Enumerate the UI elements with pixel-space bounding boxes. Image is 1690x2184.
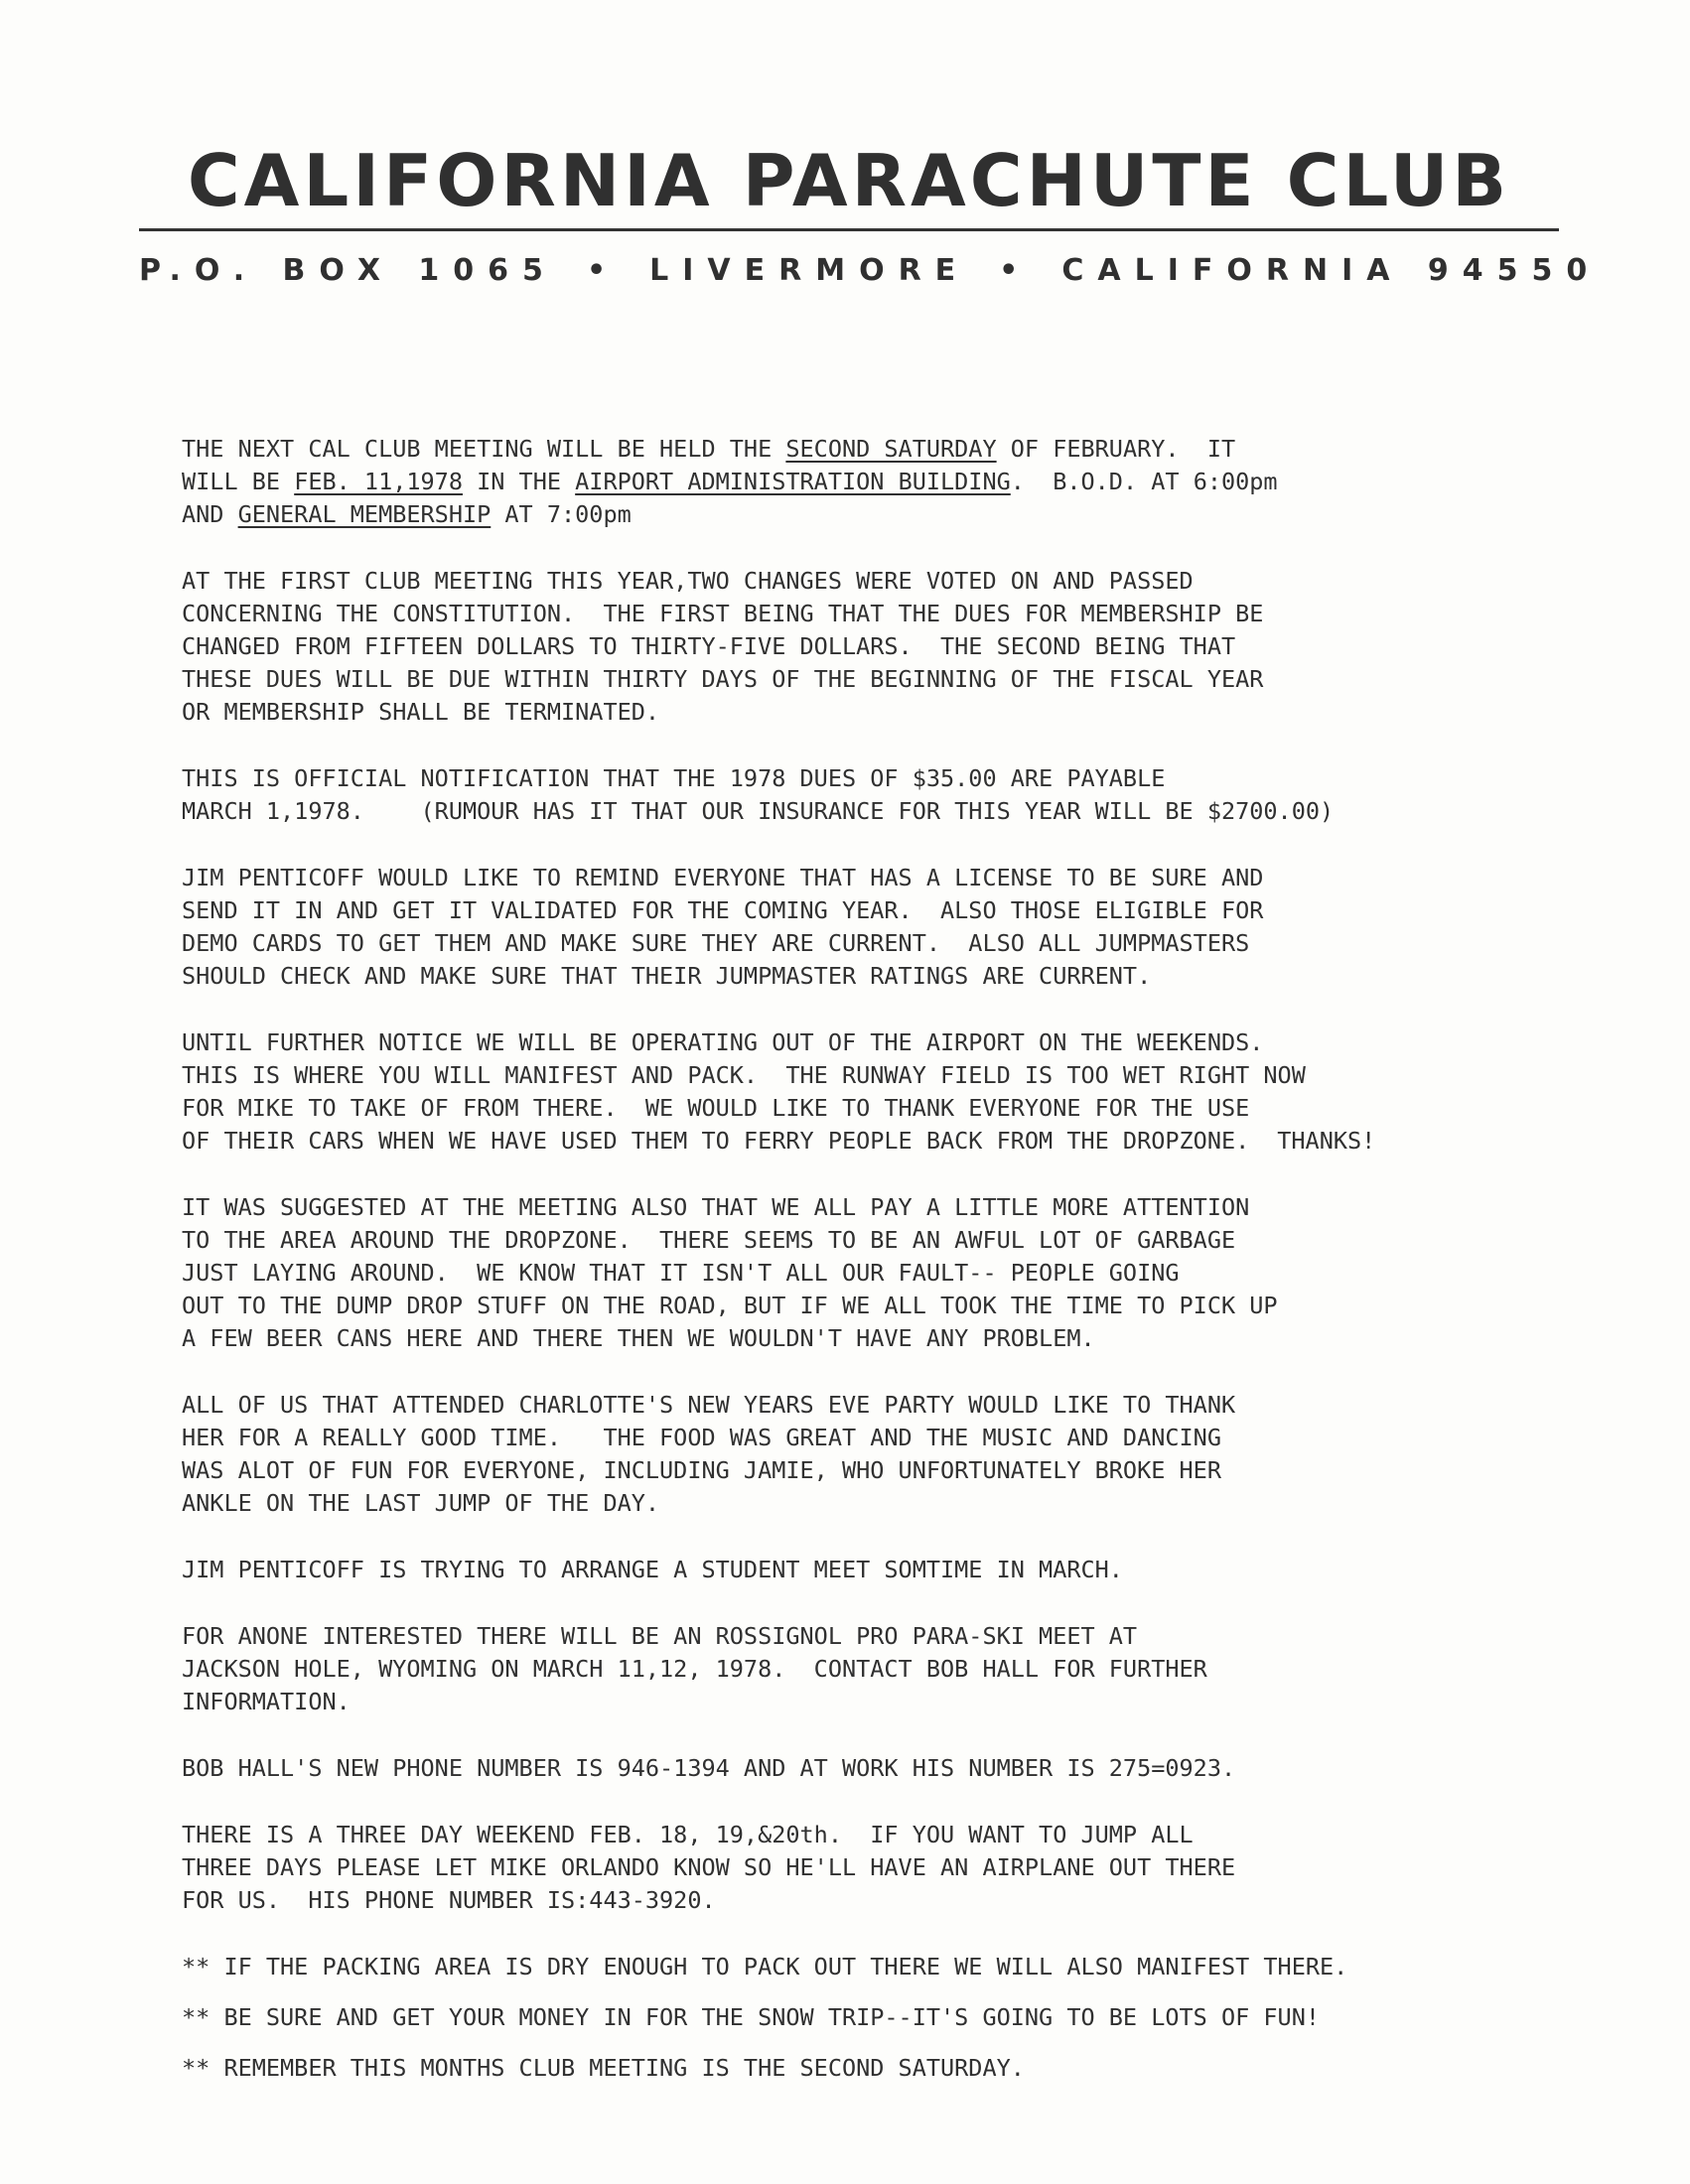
paragraph-line: TO THE AREA AROUND THE DROPZONE. THERE SEEMS TO BE AN AWFUL LOT OF GARBAGE: [182, 1226, 1236, 1254]
paragraph-line: CONCERNING THE CONSTITUTION. THE FIRST BEING THAT THE DUES FOR MEMBERSHIP BE: [182, 600, 1264, 627]
underlined-text: SECOND SATURDAY: [785, 435, 997, 463]
letterhead-rule: [139, 228, 1559, 231]
text-segment: . B.O.D. AT 6:00pm: [1010, 468, 1278, 495]
text-segment: WILL BE: [182, 468, 295, 495]
paragraph-line: [182, 433, 1612, 466]
paragraph-line: AT THE FIRST CLUB MEETING THIS YEAR,TWO CHANGES WERE VOTED ON AND PASSED: [182, 567, 1194, 595]
club-address: [139, 253, 1602, 288]
text-segment: IN THE: [462, 468, 576, 495]
paragraph-constitution: [182, 565, 1612, 729]
paragraph-line: A FEW BEER CANS HERE AND THERE THEN WE WOULDN'T HAVE ANY PROBLEM.: [182, 1324, 1095, 1352]
underlined-text: GENERAL MEMBERSHIP: [237, 500, 492, 528]
paragraph-line: THREE DAYS PLEASE LET MIKE ORLANDO KNOW SO HE'LL HAVE AN AIRPLANE OUT THERE: [182, 1853, 1236, 1881]
text-segment: OF FEBRUARY. IT: [996, 435, 1236, 463]
note-snow-trip: ** BE SURE AND GET YOUR MONEY IN FOR THE SNOW TRIP--IT'S GOING TO BE LOTS OF FUN!: [182, 2003, 1321, 2031]
note-packing-area: ** IF THE PACKING AREA IS DRY ENOUGH TO PACK OUT THERE WE WILL ALSO MANIFEST THERE.: [182, 1953, 1348, 1980]
paragraph-dues: [182, 762, 1612, 828]
paragraph-garbage: [182, 1191, 1612, 1355]
paragraph-line: ALL OF US THAT ATTENDED CHARLOTTE'S NEW YEARS EVE PARTY WOULD LIKE TO THANK: [182, 1391, 1236, 1419]
newsletter-body: [182, 433, 1612, 2103]
paragraph-student-meet: [182, 1554, 1612, 1586]
paragraph-line: IT WAS SUGGESTED AT THE MEETING ALSO THAT WE ALL PAY A LITTLE MORE ATTENTION: [182, 1193, 1250, 1221]
address-state-zip: CALIFORNIA 94550: [1061, 253, 1602, 288]
paragraph-line: ANKLE ON THE LAST JUMP OF THE DAY.: [182, 1489, 660, 1517]
note-meeting-reminder: ** REMEMBER THIS MONTHS CLUB MEETING IS THE SECOND SATURDAY.: [182, 2054, 1025, 2082]
thanks-text: THANKS!: [1277, 1127, 1376, 1155]
text-segment: AND: [182, 500, 238, 528]
paragraph-line: HER FOR A REALLY GOOD TIME. THE FOOD WAS GREAT AND THE MUSIC AND DANCING: [182, 1424, 1221, 1451]
underlined-text: FEB. 11,1978: [294, 468, 463, 495]
text-segment: OF THEIR CARS WHEN WE HAVE USED THEM TO FERRY PEOPLE BACK FROM THE DROPZONE.: [182, 1127, 1250, 1155]
paragraph-line: SHOULD CHECK AND MAKE SURE THAT THEIR JUMPMASTER RATINGS ARE CURRENT.: [182, 962, 1152, 990]
letterhead: [139, 139, 1602, 288]
paragraph-line: MARCH 1,1978. (RUMOUR HAS IT THAT OUR INSURANCE FOR THIS YEAR WILL BE $2700.00): [182, 797, 1335, 825]
address-separator: •: [999, 253, 1033, 288]
paragraph-line: THERE IS A THREE DAY WEEKEND FEB. 18, 19,&20th. IF YOU WANT TO JUMP ALL: [182, 1821, 1194, 1848]
paragraph-line: FOR ANONE INTERESTED THERE WILL BE AN ROSSIGNOL PRO PARA-SKI MEET AT: [182, 1622, 1138, 1650]
paragraph-line: THIS IS OFFICIAL NOTIFICATION THAT THE 1978 DUES OF $35.00 ARE PAYABLE: [182, 764, 1166, 792]
paragraph-phone: [182, 1752, 1612, 1785]
address-po-box: P.O. BOX 1065: [139, 253, 557, 288]
paragraph-line: CHANGED FROM FIFTEEN DOLLARS TO THIRTY-FIVE DOLLARS. THE SECOND BEING THAT: [182, 632, 1236, 660]
paragraph-line: UNTIL FURTHER NOTICE WE WILL BE OPERATING OUT OF THE AIRPORT ON THE WEEKENDS.: [182, 1028, 1264, 1056]
paragraph-line: FOR MIKE TO TAKE OF FROM THERE. WE WOULD LIKE TO THANK EVERYONE FOR THE USE: [182, 1094, 1250, 1122]
paragraph-line: [182, 1125, 1612, 1158]
paragraph-para-ski: [182, 1620, 1612, 1718]
paragraph-party: [182, 1389, 1612, 1520]
paragraph-line: FOR US. HIS PHONE NUMBER IS:443-3920.: [182, 1886, 716, 1914]
paragraph-line: BOB HALL'S NEW PHONE NUMBER IS 946-1394 AND AT WORK HIS NUMBER IS 275=0923.: [182, 1754, 1236, 1782]
address-separator: •: [586, 253, 621, 288]
underlined-text: AIRPORT ADMINISTRATION BUILDING: [575, 468, 1011, 495]
paragraph-line: THIS IS WHERE YOU WILL MANIFEST AND PACK. THE RUNWAY FIELD IS TOO WET RIGHT NOW: [182, 1061, 1306, 1089]
club-name-heading: CALIFORNIA PARACHUTE CLUB: [187, 139, 1511, 222]
paragraph-line: [182, 466, 1612, 498]
paragraph-weekend: [182, 1819, 1612, 1917]
paragraph-line: DEMO CARDS TO GET THEM AND MAKE SURE THEY ARE CURRENT. ALSO ALL JUMPMASTERS: [182, 929, 1250, 957]
text-segment: AT 7:00pm: [491, 500, 632, 528]
paragraph-line: INFORMATION.: [182, 1688, 351, 1715]
paragraph-airport: [182, 1026, 1612, 1158]
paragraph-line: JACKSON HOLE, WYOMING ON MARCH 11,12, 1978. CONTACT BOB HALL FOR FURTHER: [182, 1655, 1207, 1683]
paragraph-meeting: [182, 433, 1612, 531]
paragraph-line: OR MEMBERSHIP SHALL BE TERMINATED.: [182, 698, 660, 726]
paragraph-line: OUT TO THE DUMP DROP STUFF ON THE ROAD, BUT IF WE ALL TOOK THE TIME TO PICK UP: [182, 1292, 1278, 1319]
paragraph-line: SEND IT IN AND GET IT VALIDATED FOR THE COMING YEAR. ALSO THOSE ELIGIBLE FOR: [182, 896, 1264, 924]
text-segment: THE NEXT CAL CLUB MEETING WILL BE HELD THE: [182, 435, 786, 463]
address-city: LIVERMORE: [649, 253, 970, 288]
paragraph-license: [182, 862, 1612, 993]
paragraph-line: [182, 498, 1612, 531]
paragraph-line: THESE DUES WILL BE DUE WITHIN THIRTY DAYS OF THE BEGINNING OF THE FISCAL YEAR: [182, 665, 1264, 693]
paragraph-line: JUST LAYING AROUND. WE KNOW THAT IT ISN'T ALL OUR FAULT-- PEOPLE GOING: [182, 1259, 1180, 1287]
paragraph-line: JIM PENTICOFF WOULD LIKE TO REMIND EVERYONE THAT HAS A LICENSE TO BE SURE AND: [182, 864, 1264, 891]
paragraph-line: WAS ALOT OF FUN FOR EVERYONE, INCLUDING JAMIE, WHO UNFORTUNATELY BROKE HER: [182, 1456, 1221, 1484]
paragraph-line: JIM PENTICOFF IS TRYING TO ARRANGE A STUDENT MEET SOMTIME IN MARCH.: [182, 1556, 1123, 1583]
